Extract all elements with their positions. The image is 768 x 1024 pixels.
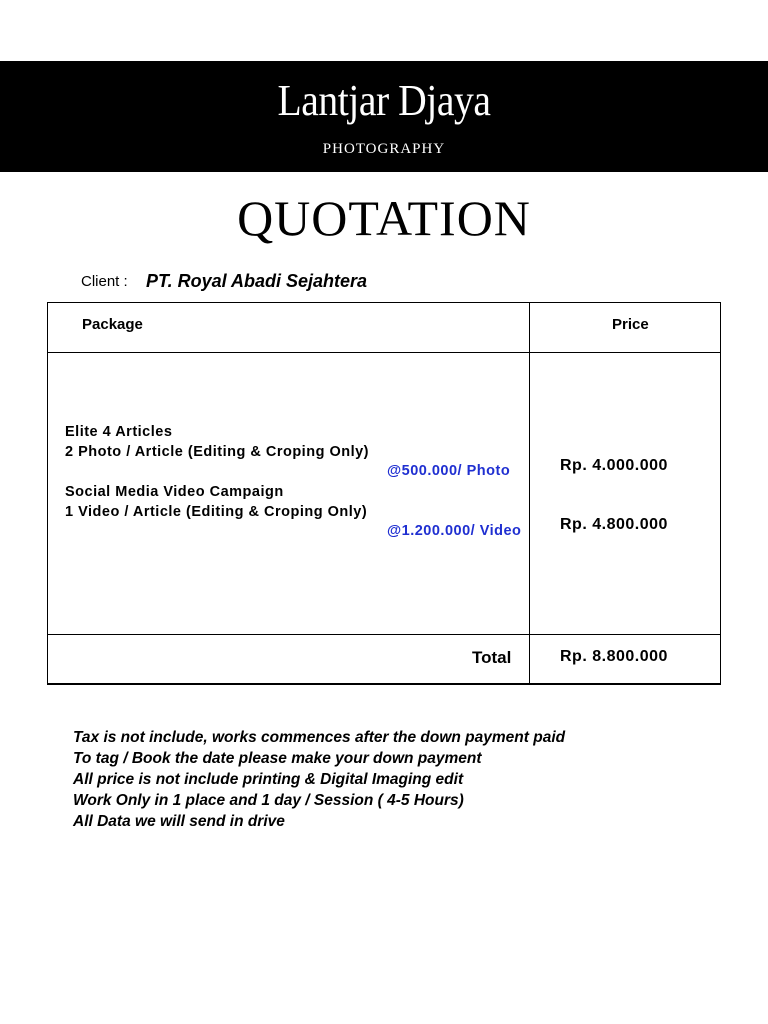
column-header-package: Package — [82, 316, 143, 333]
item-1-price: Rp. 4.000.000 — [560, 457, 668, 474]
total-value: Rp. 8.800.000 — [560, 648, 668, 665]
column-header-price: Price — [612, 316, 649, 333]
terms-notes — [73, 727, 565, 832]
note-item: All Data we will send in drive — [73, 813, 285, 830]
table-total-divider — [47, 634, 721, 635]
header-banner — [0, 61, 768, 172]
brand-logo-text: Lantjar Djaya — [277, 76, 491, 125]
item-2-name: Social Media Video Campaign — [65, 484, 284, 500]
note-item: Work Only in 1 place and 1 day / Session ( 4-5 Hours) — [73, 792, 464, 809]
document-title: QUOTATION — [237, 190, 531, 246]
item-1-name: Elite 4 Articles — [65, 424, 173, 440]
item-1-detail: 2 Photo / Article (Editing & Croping Only) — [65, 444, 370, 460]
client-label: Client : — [81, 273, 128, 290]
note-item: Tax is not include, works commences after the down payment paid — [73, 729, 566, 746]
quotation-table — [47, 302, 721, 685]
item-2-price: Rp. 4.800.000 — [560, 516, 668, 533]
note-item: To tag / Book the date please make your down payment — [73, 750, 482, 767]
table-border-left — [47, 302, 48, 685]
total-label: Total — [472, 648, 512, 667]
note-item: All price is not include printing & Digital Imaging edit — [73, 771, 464, 788]
table-column-divider — [529, 302, 530, 685]
item-1-rate: @500.000/ Photo — [387, 463, 511, 479]
brand-subtitle: PHOTOGRAPHY — [322, 141, 446, 157]
item-2-rate: @1.200.000/ Video — [387, 523, 522, 539]
table-border-bottom — [47, 683, 721, 685]
client-name: PT. Royal Abadi Sejahtera — [146, 271, 368, 291]
table-border-top — [47, 302, 721, 303]
table-header-divider — [47, 352, 721, 353]
item-2-detail: 1 Video / Article (Editing & Croping Only) — [65, 504, 368, 520]
table-border-right — [720, 302, 721, 685]
